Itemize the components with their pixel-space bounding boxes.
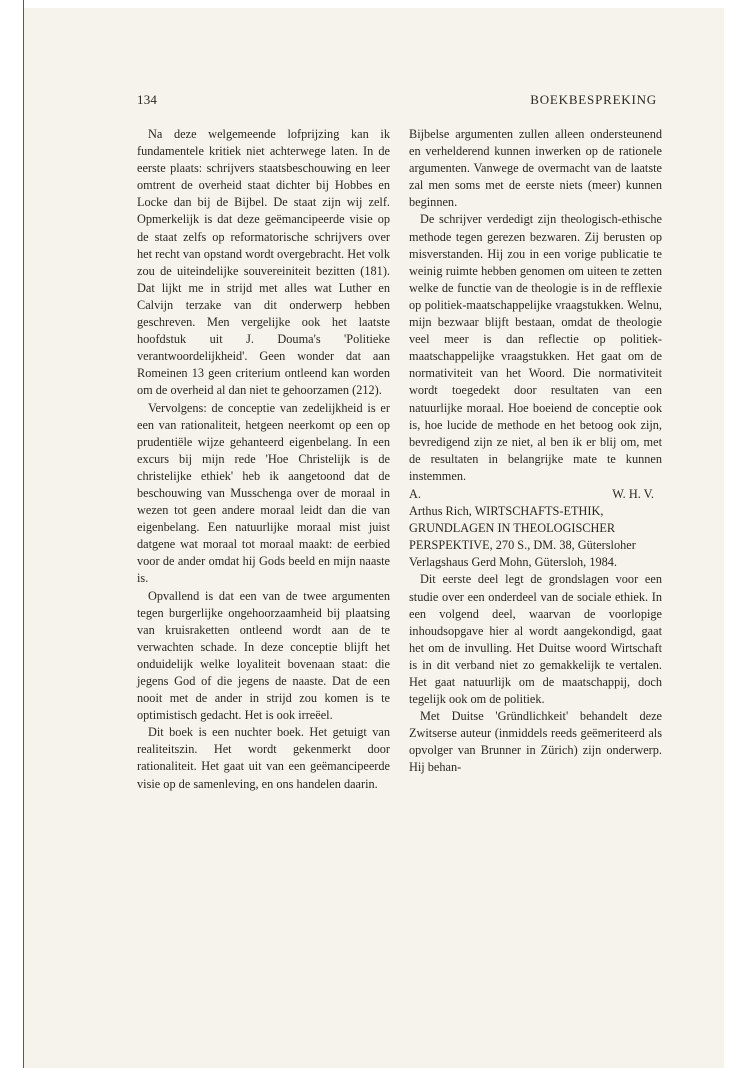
signature-reviewer: W. H. V. xyxy=(612,486,654,501)
page-header xyxy=(137,92,657,112)
scan-left-margin xyxy=(0,0,24,1068)
right-paragraph-1: Bijbelse argumenten zullen alleen ondersteunend en verhelderend kunnen inwerken op de rationele argumenten. Vanwege de overmacht van de laatste zal men soms met de eerste niets (meer) kunnen beginnen. xyxy=(409,127,662,210)
right-column xyxy=(409,126,662,777)
right-paragraph-2: De schrijver verdedigt zijn theologisch-ethische methode tegen gerezen bezwaren. Zij berusten op misverstanden. Hij zou in een vorige publicatie te weinig ruimte hebben genomen om uiteen te zetten welke de functie van de theologie is in de refflexie op politiek-maatschappelijke vraagstukken. Welnu, mijn bezwaar blijft bestaan, omdat de theologie veel meer is dan reflectie op politiek-maatschappelijke vraagstukken. Het gaat om de normativiteit van het Woord. Die normativiteit wordt toegedekt door resultaten van een natuurlijke moraal. Hoe boeiend de conceptie ook is, hoe lucide de methode en het betoog ook zijn, bevredigend zijn ze niet, al ben ik er blij om, met de resultaten in belangrijke mate te kunnen instemmen. xyxy=(409,212,662,483)
right-paragraph-4: Met Duitse 'Gründlichkeit' behandelt deze Zwitserse auteur (inmiddels reeds geëmeriteerd als opvolger van Brunner in Zürich) zijn onderwerp. Hij behan- xyxy=(409,709,662,775)
scan-right-margin xyxy=(724,0,738,1068)
right-paragraph-3: Dit eerste deel legt de grondslagen voor een studie over een onderdeel van de sociale ethiek. In een volgend deel, waarvan de voorlopige inhoudsopgave hier al wordt aangekondigd, gaat het om de invulling. Het Duitse woord Wirtschaft is in dit verband niet zo gemakkelijk te vertalen. Het gaat natuurlijk om de maatschappij, doch tegelijk ook om de politiek. xyxy=(409,572,662,707)
review-signature xyxy=(409,486,662,503)
scan-top-margin xyxy=(0,0,738,8)
running-title: BOEKBESPREKING xyxy=(530,92,657,107)
left-column xyxy=(137,126,390,793)
signature-initial: A. xyxy=(409,486,421,501)
left-paragraph-3: Opvallend is dat een van de twee argumenten tegen burgerlijke ongehoorzaamheid bij plaatsing van kruisraketten ontleend wordt aan de te verwachten schade. In deze conceptie blijft het onduidelijk welke loyaliteit bovenaan staat: die jegens God of die jegens de naaste. Dat de een nooit met de ander in strijd zou komen is te optimistisch gedacht. Het is ook irreëel. xyxy=(137,588,390,723)
book-citation: Arthus Rich, WIRTSCHAFTS-ETHIK, GRUNDLAGEN IN THEOLOGISCHER PERSPEKTIVE, 270 S., DM. 38, Gütersloher Verlagshaus Gerd Mohn, Gütersloh, 1984. xyxy=(409,504,636,570)
left-paragraph-4: Dit boek is een nuchter boek. Het getuigt van realiteitszin. Het wordt gekenmerkt door rationaliteit. Het gaat uit van een geëmancipeerde visie op de samenleving, en ons handelen daarin. xyxy=(137,725,390,791)
left-paragraph-2: Vervolgens: de conceptie van zedelijkheid is er een van rationaliteit, hetgeen neerkomt op een op prudentiële wijze gehanteerd eigenbelang. In een excurs bij mijn rede 'Hoe Christelijk is de christelijke ethiek' heb ik aangetoond dat de beschouwing van Musschenga over de moraal in wezen tot geen andere moraal leidt dan die van eigenbelang. Een natuurlijke moraal mist juist datgene wat moraal tot moraal maakt: de eerbied voor de ander omdat hij Gods beeld en mijn naaste is. xyxy=(137,400,390,586)
left-paragraph-1: Na deze welgemeende lofprijzing kan ik fundamentele kritiek niet achterwege laten. In de eerste plaats: schrijvers staatsbeschouwing en leer omtrent de overheid staat dichter bij Hobbes en Locke dan bij de Bijbel. De staat zijn wij zelf. Opmerkelijk is dat deze geëmancipeerde visie op de staat zelfs op reformatorische schrijvers over het recht van opstand wordt overgebracht. Het volk zou de uiteindelijke souvereiniteit bezitten (181). Dat lijkt me in strijd met alles wat Luther en Calvijn terzake van dit onderwerp hebben geschreven. Men vergelijke ook het laatste hoofdstuk uit J. Douma's 'Politieke verantwoordelijkheid'. Geen wonder dat aan Romeinen 13 geen criterium ontleend kan worden om de overheid al dan niet te gehoorzamen (212). xyxy=(137,127,390,398)
page-number: 134 xyxy=(137,92,158,107)
